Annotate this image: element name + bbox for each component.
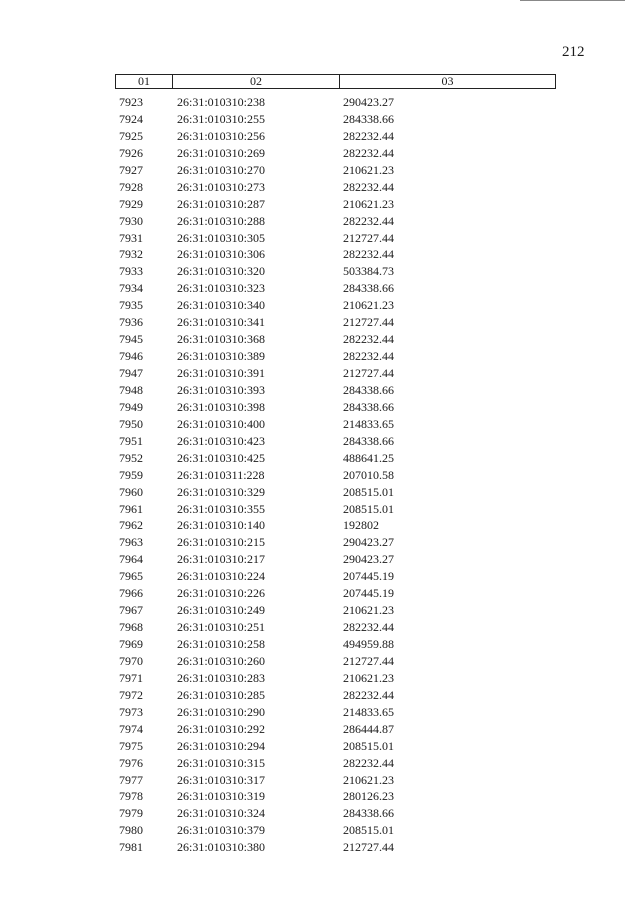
row-number-cell: 7976 [119, 755, 143, 770]
cadastral-number-cell: 26:31:010310:224 [177, 569, 266, 584]
value-cell: 192802 [343, 518, 379, 533]
row-number-cell: 7974 [119, 721, 143, 736]
cadastral-number-cell: 26:31:010310:400 [177, 416, 266, 431]
cadastral-number-cell: 26:31:010310:389 [177, 349, 266, 364]
value-cell: 284338.66 [343, 281, 394, 296]
cadastral-number-cell: 26:31:010310:306 [177, 247, 266, 262]
row-number-cell: 7925 [119, 128, 143, 143]
row-number-cell: 7963 [119, 535, 143, 550]
table-row [115, 128, 556, 145]
row-number-cell: 7926 [119, 145, 143, 160]
row-number-cell: 7972 [119, 687, 143, 702]
row-number-cell: 7952 [119, 450, 143, 465]
cadastral-number-cell: 26:31:010310:320 [177, 264, 266, 279]
cadastral-number-cell: 26:31:010310:256 [177, 128, 266, 143]
table-row [115, 602, 556, 619]
row-number-cell: 7968 [119, 620, 143, 635]
column-header-02: 02 [173, 75, 340, 88]
cadastral-number-cell: 26:31:010310:140 [177, 518, 266, 533]
table-row [115, 839, 556, 856]
value-cell: 284338.66 [343, 433, 394, 448]
value-cell: 282232.44 [343, 128, 394, 143]
cadastral-number-cell: 26:31:010310:238 [177, 95, 266, 109]
table-row [115, 416, 556, 433]
table-row [115, 687, 556, 704]
value-cell: 282232.44 [343, 213, 394, 228]
cadastral-number-cell: 26:31:010310:324 [177, 806, 266, 821]
row-number-cell: 7975 [119, 738, 143, 753]
cadastral-number-cell: 26:31:010310:393 [177, 382, 266, 397]
table-row [115, 179, 556, 196]
value-cell: 214833.65 [343, 416, 394, 431]
value-cell: 282232.44 [343, 332, 394, 347]
row-number-cell: 7951 [119, 433, 143, 448]
row-number-cell: 7930 [119, 213, 143, 228]
table-row [115, 822, 556, 839]
cadastral-number-cell: 26:31:010310:380 [177, 840, 266, 855]
value-cell: 284338.66 [343, 382, 394, 397]
table-row [115, 399, 556, 416]
table-body [115, 94, 556, 856]
cadastral-number-cell: 26:31:010310:215 [177, 535, 266, 550]
table-row [115, 568, 556, 585]
value-cell: 208515.01 [343, 484, 394, 499]
table-row [115, 450, 556, 467]
row-number-cell: 7959 [119, 467, 143, 482]
table-row [115, 517, 556, 534]
value-cell: 207445.19 [343, 586, 394, 601]
cadastral-number-cell: 26:31:010310:329 [177, 484, 266, 499]
table-row [115, 772, 556, 789]
row-number-cell: 7949 [119, 399, 143, 414]
value-cell: 290423.27 [343, 535, 394, 550]
table-row [115, 585, 556, 602]
value-cell: 207445.19 [343, 569, 394, 584]
row-number-cell: 7931 [119, 230, 143, 245]
cadastral-number-cell: 26:31:010310:340 [177, 298, 266, 313]
cadastral-number-cell: 26:31:010310:249 [177, 603, 266, 618]
page-number: 212 [562, 44, 585, 60]
row-number-cell: 7966 [119, 586, 143, 601]
table-row [115, 534, 556, 551]
top-rule [520, 0, 625, 1]
value-cell: 208515.01 [343, 823, 394, 838]
table-row [115, 348, 556, 365]
value-cell: 282232.44 [343, 145, 394, 160]
cadastral-number-cell: 26:31:010310:269 [177, 145, 266, 160]
value-cell: 282232.44 [343, 349, 394, 364]
table-row [115, 145, 556, 162]
cadastral-number-cell: 26:31:010310:341 [177, 315, 266, 330]
value-cell: 282232.44 [343, 755, 394, 770]
row-number-cell: 7960 [119, 484, 143, 499]
cadastral-number-cell: 26:31:010310:283 [177, 670, 266, 685]
row-number-cell: 7935 [119, 298, 143, 313]
table-row [115, 670, 556, 687]
table-row [115, 246, 556, 263]
row-number-cell: 7971 [119, 670, 143, 685]
cadastral-number-cell: 26:31:010310:368 [177, 332, 266, 347]
value-cell: 210621.23 [343, 772, 394, 787]
row-number-cell: 7923 [119, 95, 143, 109]
table-row [115, 805, 556, 822]
cadastral-number-cell: 26:31:010311:228 [177, 467, 265, 482]
value-cell: 212727.44 [343, 230, 394, 245]
value-cell: 210621.23 [343, 670, 394, 685]
value-cell: 208515.01 [343, 738, 394, 753]
cadastral-number-cell: 26:31:010310:288 [177, 213, 266, 228]
cadastral-number-cell: 26:31:010310:423 [177, 433, 266, 448]
value-cell: 503384.73 [343, 264, 394, 279]
row-number-cell: 7945 [119, 332, 143, 347]
column-header-03: 03 [441, 74, 454, 88]
cadastral-number-cell: 26:31:010310:319 [177, 789, 266, 804]
table-header [115, 74, 556, 89]
row-number-cell: 7981 [119, 840, 143, 855]
cadastral-number-cell: 26:31:010310:287 [177, 196, 266, 211]
value-cell: 488641.25 [343, 450, 394, 465]
table-row [115, 501, 556, 518]
value-cell: 282232.44 [343, 687, 394, 702]
cadastral-number-cell: 26:31:010310:270 [177, 162, 266, 177]
value-cell: 212727.44 [343, 315, 394, 330]
value-cell: 284338.66 [343, 399, 394, 414]
table-row [115, 162, 556, 179]
value-cell: 212727.44 [343, 653, 394, 668]
cadastral-number-cell: 26:31:010310:217 [177, 552, 266, 567]
value-cell: 214833.65 [343, 704, 394, 719]
row-number-cell: 7946 [119, 349, 143, 364]
value-cell: 284338.66 [343, 111, 394, 126]
table-row [115, 704, 556, 721]
row-number-cell: 7947 [119, 366, 143, 380]
cadastral-number-cell: 26:31:010310:425 [177, 450, 266, 465]
cadastral-number-cell: 26:31:010310:305 [177, 230, 266, 245]
table-row [115, 738, 556, 755]
cadastral-number-cell: 26:31:010310:355 [177, 501, 266, 516]
cadastral-number-cell: 26:31:010310:315 [177, 755, 266, 770]
table-row [115, 467, 556, 484]
value-cell: 212727.44 [343, 366, 394, 380]
value-cell: 290423.27 [343, 552, 394, 567]
table-row [115, 111, 556, 128]
table-row [115, 484, 556, 501]
row-number-cell: 7965 [119, 569, 143, 584]
table-row [115, 230, 556, 247]
column-header-01: 01 [116, 75, 173, 88]
row-number-cell: 7924 [119, 111, 143, 126]
value-cell: 210621.23 [343, 298, 394, 313]
row-number-cell: 7973 [119, 704, 143, 719]
cadastral-number-cell: 26:31:010310:292 [177, 721, 266, 736]
cadastral-number-cell: 26:31:010310:273 [177, 179, 266, 194]
value-cell: 286444.87 [343, 721, 394, 736]
row-number-cell: 7980 [119, 823, 143, 838]
value-cell: 494959.88 [343, 637, 394, 651]
value-cell: 282232.44 [343, 620, 394, 635]
cadastral-number-cell: 26:31:010310:258 [177, 637, 266, 651]
row-number-cell: 7936 [119, 315, 143, 330]
table-row [115, 653, 556, 670]
table-row [115, 619, 556, 636]
row-number-cell: 7961 [119, 501, 143, 516]
cadastral-number-cell: 26:31:010310:285 [177, 687, 266, 702]
cadastral-number-cell: 26:31:010310:323 [177, 281, 266, 296]
cadastral-number-cell: 26:31:010310:391 [177, 366, 266, 380]
table-row [115, 551, 556, 568]
cadastral-number-cell: 26:31:010310:317 [177, 772, 266, 787]
row-number-cell: 7928 [119, 179, 143, 194]
row-number-cell: 7929 [119, 196, 143, 211]
table-row [115, 331, 556, 348]
table-row [115, 433, 556, 450]
value-cell: 210621.23 [343, 162, 394, 177]
cadastral-number-cell: 26:31:010310:294 [177, 738, 266, 753]
row-number-cell: 7967 [119, 603, 143, 618]
value-cell: 282232.44 [343, 247, 394, 262]
row-number-cell: 7934 [119, 281, 143, 296]
table-row [115, 636, 556, 653]
value-cell: 290423.27 [343, 95, 394, 109]
table-row [115, 788, 556, 805]
row-number-cell: 7977 [119, 772, 143, 787]
cadastral-number-cell: 26:31:010310:260 [177, 653, 266, 668]
row-number-cell: 7970 [119, 653, 143, 668]
row-number-cell: 7932 [119, 247, 143, 262]
value-cell: 207010.58 [343, 467, 394, 482]
value-cell: 212727.44 [343, 840, 394, 855]
row-number-cell: 7927 [119, 162, 143, 177]
cadastral-number-cell: 26:31:010310:251 [177, 620, 266, 635]
row-number-cell: 7962 [119, 518, 143, 533]
cadastral-number-cell: 26:31:010310:255 [177, 111, 266, 126]
table-row [115, 365, 556, 382]
cadastral-number-cell: 26:31:010310:226 [177, 586, 266, 601]
table-row [115, 213, 556, 230]
row-number-cell: 7950 [119, 416, 143, 431]
table-row [115, 94, 556, 111]
cadastral-number-cell: 26:31:010310:290 [177, 704, 266, 719]
table-row [115, 280, 556, 297]
row-number-cell: 7948 [119, 382, 143, 397]
row-number-cell: 7969 [119, 637, 143, 651]
table-row [115, 755, 556, 772]
row-number-cell: 7979 [119, 806, 143, 821]
table-row [115, 382, 556, 399]
row-number-cell: 7978 [119, 789, 143, 804]
value-cell: 210621.23 [343, 603, 394, 618]
value-cell: 210621.23 [343, 196, 394, 211]
cadastral-number-cell: 26:31:010310:398 [177, 399, 266, 414]
value-cell: 282232.44 [343, 179, 394, 194]
table-row [115, 297, 556, 314]
value-cell: 284338.66 [343, 806, 394, 821]
value-cell: 208515.01 [343, 501, 394, 516]
value-cell: 280126.23 [343, 789, 394, 804]
row-number-cell: 7964 [119, 552, 143, 567]
table-row [115, 263, 556, 280]
row-number-cell: 7933 [119, 264, 143, 279]
table-row [115, 196, 556, 213]
table-row [115, 721, 556, 738]
table-row [115, 314, 556, 331]
cadastral-number-cell: 26:31:010310:379 [177, 823, 266, 838]
